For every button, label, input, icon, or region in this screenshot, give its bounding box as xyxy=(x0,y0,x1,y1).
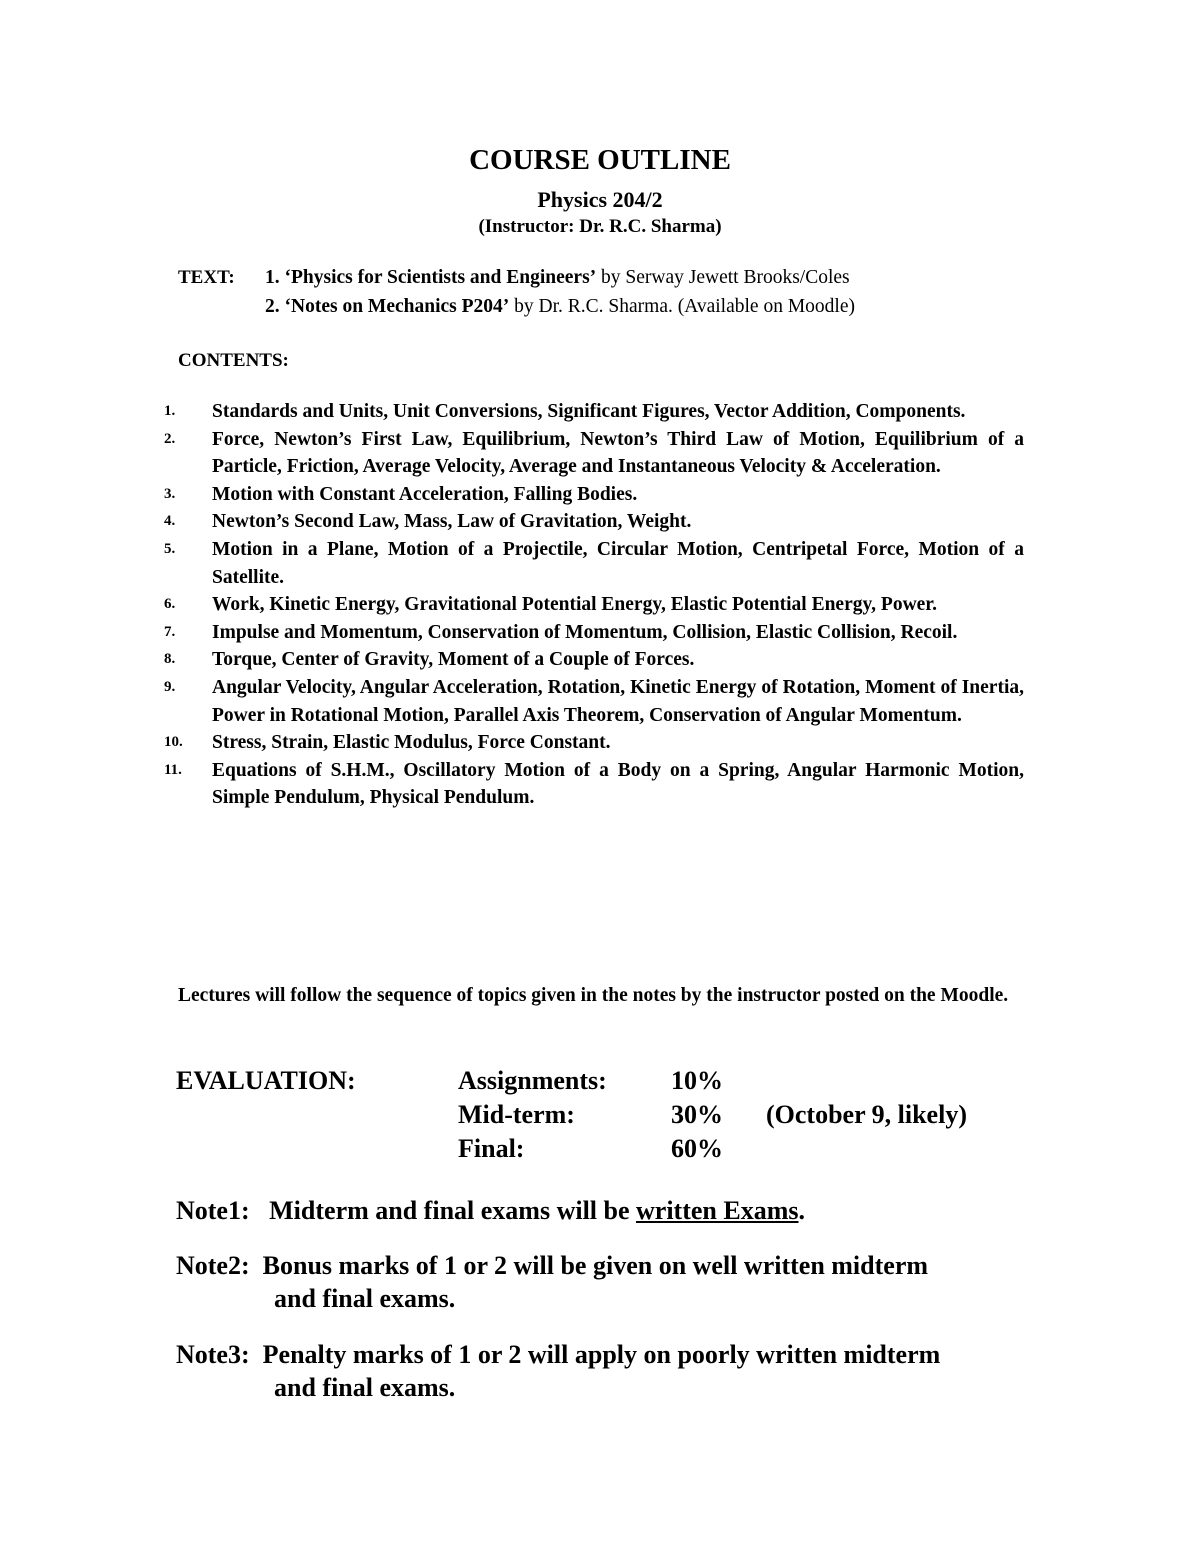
topic-item xyxy=(164,674,1024,729)
topic-text: Force, Newton’s First Law, Equilibrium, Newton’s Third Law of Motion, Equilibrium of a Particle, Friction, Average Velocity, Average and Instantaneous Velocity & Acceleration. xyxy=(212,428,1024,478)
topic-index: 7. xyxy=(164,623,176,640)
topic-index: 2. xyxy=(164,430,176,447)
topic-item xyxy=(164,398,1024,426)
topic-item xyxy=(164,481,1024,509)
text-label: TEXT: xyxy=(178,267,235,288)
topic-index: 9. xyxy=(164,678,176,695)
note-text: Bonus marks of 1 or 2 will be given on well written midterm xyxy=(262,1251,929,1280)
topic-item xyxy=(164,426,1024,481)
topic-text: Impulse and Momentum, Conservation of Momentum, Collision, Elastic Collision, Recoil. xyxy=(212,621,958,643)
topic-text: Standards and Units, Unit Conversions, Significant Figures, Vector Addition, Components. xyxy=(212,401,966,422)
note-label: Note1: xyxy=(176,1196,250,1225)
evaluation-item-name: Final: xyxy=(458,1134,525,1163)
topic-text: Work, Kinetic Energy, Gravitational Potential Energy, Elastic Potential Energy, Power. xyxy=(212,594,938,616)
note-underlined-text: written Exams xyxy=(636,1196,799,1225)
note-text: Penalty marks of 1 or 2 will apply on poorly written midterm xyxy=(262,1340,941,1369)
evaluation-item-weight: 10% xyxy=(671,1066,723,1095)
textbook-authors: by Dr. R.C. Sharma. (Available on Moodle) xyxy=(509,296,855,317)
note-label: Note3: xyxy=(176,1340,250,1369)
topic-index: 4. xyxy=(164,513,176,530)
topic-item xyxy=(164,619,1024,647)
note-text-end: . xyxy=(798,1196,805,1225)
note-3-continuation: and final exams. xyxy=(274,1373,456,1402)
topic-index: 11. xyxy=(164,761,182,778)
topic-list xyxy=(164,398,1024,812)
lectures-note: Lectures will follow the sequence of topics given in the notes by the instructor posted on the Moodle. xyxy=(178,985,1009,1006)
topic-item xyxy=(164,536,1024,591)
textbook-number: 1. xyxy=(265,267,280,288)
page-title: COURSE OUTLINE xyxy=(469,144,731,176)
course-code: Physics 204/2 xyxy=(537,187,663,212)
evaluation-item-name: Assignments: xyxy=(458,1066,607,1095)
evaluation-item-name: Mid-term: xyxy=(458,1100,575,1129)
topic-text: Equations of S.H.M., Oscillatory Motion of a Body on a Spring, Angular Harmonic Motion, Simple Pendulum, Physical Pendulum. xyxy=(212,759,1024,809)
textbook-title: ‘Notes on Mechanics P204’ xyxy=(284,296,510,317)
topic-item xyxy=(164,729,1024,757)
topic-index: 6. xyxy=(164,596,176,613)
topic-item xyxy=(164,646,1024,674)
textbook-2 xyxy=(265,296,855,318)
textbook-number: 2. xyxy=(265,296,280,317)
note-1 xyxy=(176,1196,805,1226)
topic-text: Motion in a Plane, Motion of a Projectile, Circular Motion, Centripetal Force, Motion of a Satellite. xyxy=(212,538,1024,588)
topic-index: 5. xyxy=(164,540,176,557)
topic-index: 10. xyxy=(164,734,183,751)
topic-text: Motion with Constant Acceleration, Falling Bodies. xyxy=(212,483,638,505)
topic-text: Stress, Strain, Elastic Modulus, Force Constant. xyxy=(212,732,611,754)
note-3 xyxy=(176,1340,940,1370)
note-2 xyxy=(176,1251,928,1281)
topic-text: Angular Velocity, Angular Acceleration, Rotation, Kinetic Energy of Rotation, Moment of Inertia, Power in Rotational Motion, Parallel Axis Theorem, Conservation of Angular Momentum. xyxy=(212,676,1024,726)
textbook-1 xyxy=(265,267,850,289)
contents-label: CONTENTS: xyxy=(178,350,289,371)
topic-index: 1. xyxy=(164,403,176,419)
instructor-line: (Instructor: Dr. R.C. Sharma) xyxy=(478,216,722,237)
note-text: Midterm and final exams will be xyxy=(269,1196,637,1225)
topic-text: Newton’s Second Law, Mass, Law of Gravitation, Weight. xyxy=(212,511,692,533)
topic-item xyxy=(164,757,1024,812)
evaluation-label: EVALUATION: xyxy=(176,1066,356,1095)
evaluation-item-weight: 30% xyxy=(671,1100,723,1129)
midterm-date-note: (October 9, likely) xyxy=(766,1100,967,1129)
note-label: Note2: xyxy=(176,1251,250,1280)
note-2-continuation: and final exams. xyxy=(274,1284,456,1313)
topic-text: Torque, Center of Gravity, Moment of a Couple of Forces. xyxy=(212,649,695,671)
topic-index: 8. xyxy=(164,651,176,668)
topic-item xyxy=(164,508,1024,536)
evaluation-item-weight: 60% xyxy=(671,1134,723,1163)
topic-index: 3. xyxy=(164,485,176,502)
topic-item xyxy=(164,591,1024,619)
textbook-title: ‘Physics for Scientists and Engineers’ xyxy=(284,267,597,288)
textbook-authors: by Serway Jewett Brooks/Coles xyxy=(596,267,850,288)
